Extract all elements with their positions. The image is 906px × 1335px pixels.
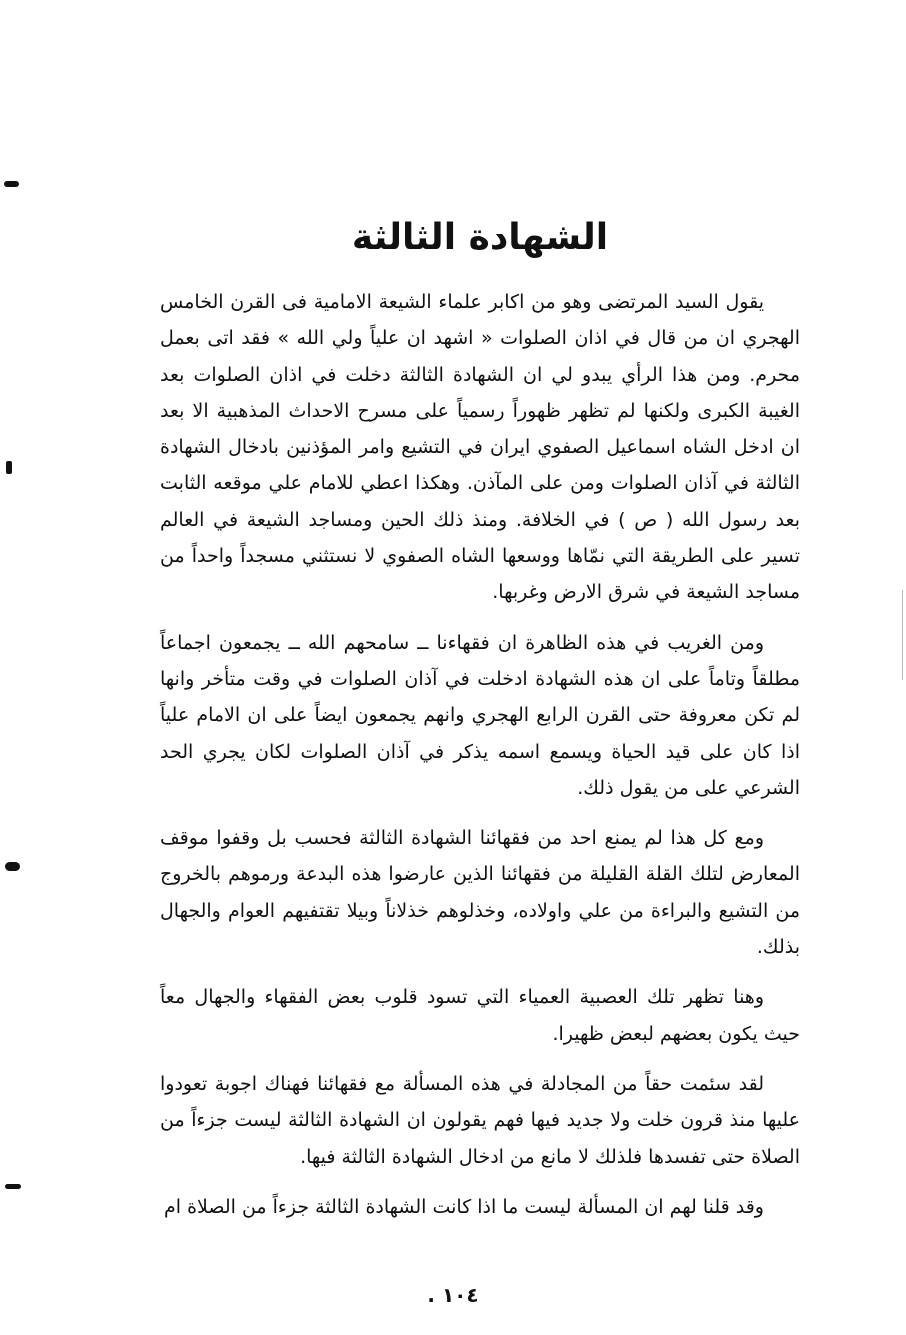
chapter-title: الشهادة الثالثة — [351, 217, 609, 258]
scan-margin-mark — [5, 862, 20, 871]
paragraph: وهنا تظهر تلك العصبية العمياء التي تسود قلوب بعض الفقهاء والجهال معاً حيث يكون بعضهم لبعض ظهيرا. — [160, 986, 800, 1045]
paragraph: ومع كل هذا لم يمنع احد من فقهائنا الشهادة الثالثة فحسب بل وقفوا موقف المعارض لتلك القلة القليلة من فقهائنا الذين عارضوا هذه البدعة ورموهم بالخروج من التشيع والبراءة من علي واولاده، وخذلوهم خذلاناً وبيلا تقتفيهم العوام والجهال بذلك. — [160, 827, 800, 959]
paragraph: يقول السيد المرتضى وهو من اكابر علماء الشيعة الامامية فى القرن الخامس الهجري ان من قال في اذان الصلوات « اشهد ان علياً ولي الله » فقد اتى بعمل محرم. ومن هذا الرأي يبدو لي ان الشهادة الثالثة دخلت في اذان الصلوات بعد الغيبة الكبرى ولكنها لم تظهر ظهوراً رسمياً على مسرح الاحداث المذهبية الا بعد ان ادخل الشاه اسماعيل الصفوي ايران في التشيع وامر المؤذنين بادخال الشهادة الثالثة في آذان الصلوات ومن على المآذن. وهكذا اعطي للامام علي موقعه الثابت بعد رسول الله ( ص ) في الخلافة. ومنذ ذلك الحين ومساجد الشيعة في العالم تسير على الطريقة التي نمّاها ووسعها الشاه الصفوي لا نستثني مسجداً واحداً من مساجد الشيعة في شرق الارض وغربها. — [160, 291, 800, 604]
scan-margin-mark — [5, 1184, 21, 1189]
page-number: . ١٠٤ — [427, 1283, 479, 1307]
paragraph: لقد سئمت حقاً من المجادلة في هذه المسألة مع فقهائنا فهناك اجوبة تعودوا عليها منذ قرون خلت ولا جديد فيها فهم يقولون ان الشهادة الثالثة ليست جزءاً من الصلاة حتى تفسدها فلذلك لا مانع من ادخال الشهادة الثالثة فيها. — [160, 1072, 800, 1168]
paragraph: وقد قلنا لهم ان المسألة ليست ما اذا كانت الشهادة الثالثة جزءاً من الصلاة ام — [163, 1195, 764, 1218]
scan-margin-mark — [4, 181, 19, 187]
body-text — [160, 284, 800, 1239]
scan-margin-mark — [6, 461, 12, 474]
scan-edge-line — [902, 590, 903, 680]
paragraph: ومن الغريب في هذه الظاهرة ان فقهاءنا ــ سامحهم الله ــ يجمعون اجماعاً مطلقاً وتاماً على ان هذه الشهادة ادخلت في آذان الصلوات في وقت متأخر وانها لم تكن معروفة حتى القرن الرابع الهجري وانهم يجمعون ايضاً على ان الامام علياً اذا كان على قيد الحياة ويسمع اسمه يذكر في آذان الصلوات لكان يجري الحد الشرعي على من يقول ذلك. — [160, 631, 800, 799]
